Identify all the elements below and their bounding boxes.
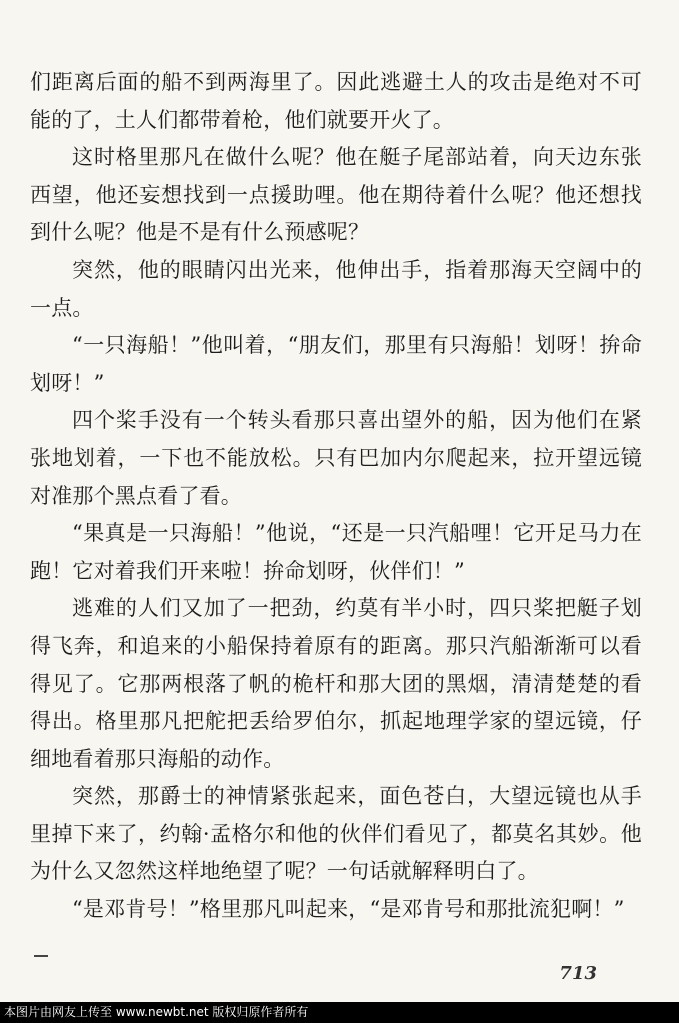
watermark-footer: 本图片由网友上传至 www.newbt.net 版权归原作者所有 xyxy=(0,1002,679,1023)
paragraph: 们距离后面的船不到两海里了。因此逃避土人的攻击是绝对不可能的了，土人们都带着枪，他们就要开火了。 xyxy=(30,70,642,132)
page-body-text xyxy=(30,64,642,929)
paragraph: 突然，那爵士的神情紧张起来，面色苍白，大望远镜也从手里掉下来了，约翰·孟格尔和他的伙伴们看见了，都莫名其妙。他为什么又忽然这样地绝望了呢？一句话就解释明白了。 xyxy=(30,784,642,884)
paragraph: 突然，他的眼睛闪出光来，他伸出手，指着那海天空阔中的一点。 xyxy=(30,257,642,320)
paragraph: 逃难的人们又加了一把劲，约莫有半小时，四只桨把艇子划得飞奔，和追来的小船保持着原有的距离。那只汽船渐渐可以看得见了。它那两根落了帆的桅杆和那大团的黑烟，清清楚楚的看得出。格里那凡把舵把丢给罗伯尔，抓起地理学家的望远镜，仔细地看着那只海船的动作。 xyxy=(30,596,642,771)
paragraph: “果真是一只海船！”他说，“还是一只汽船哩！它开足马力在跑！它对着我们开来啦！拚命划呀，伙伴们！” xyxy=(30,521,642,583)
paragraph: “一只海船！”他叫着，“朋友们，那里有只海船！划呀！拚命划呀！” xyxy=(30,333,642,395)
page-number: 713 xyxy=(559,963,597,984)
printed-dash-mark xyxy=(34,955,48,957)
paragraph: 四个桨手没有一个转头看那只喜出望外的船，因为他们在紧张地划着，一下也不能放松。只有巴加内尔爬起来，拉开望远镜对准那个黑点看了看。 xyxy=(30,408,642,508)
paragraph: “是邓肯号！”格里那凡叫起来，“是邓肯号和那批流犯啊！” xyxy=(72,897,625,922)
paragraph: 这时格里那凡在做什么呢？他在艇子尾部站着，向天边东张西望，他还妄想找到一点援助哩。他在期待着什么呢？他还想找到什么呢？他是不是有什么预感呢？ xyxy=(30,145,642,245)
